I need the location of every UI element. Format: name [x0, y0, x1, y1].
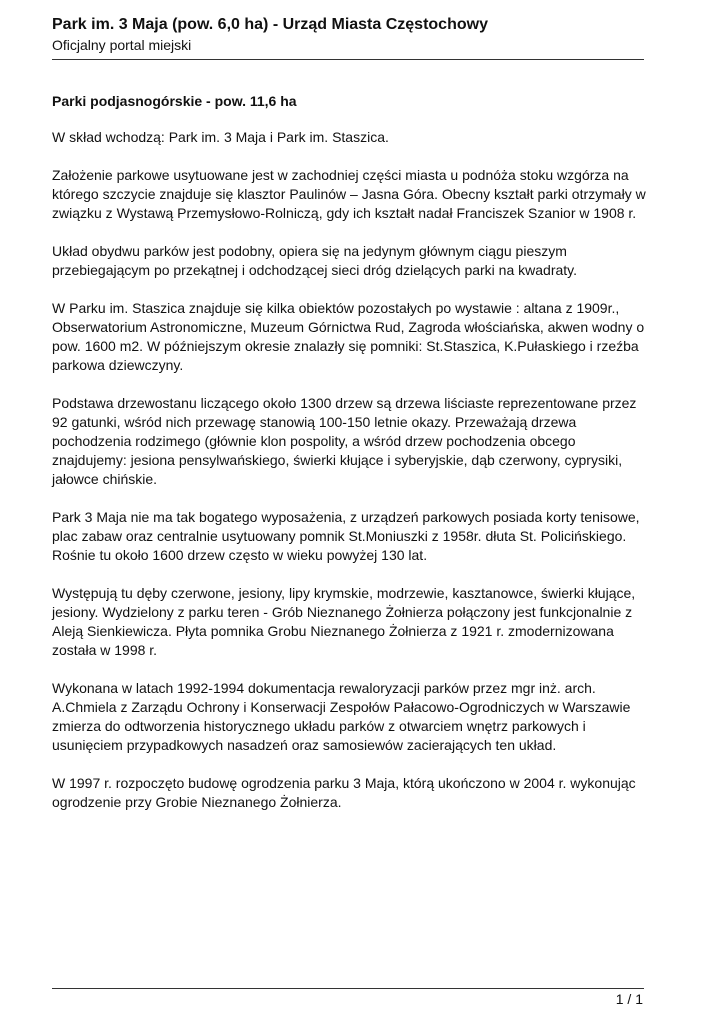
paragraph-line: zmierza do odtworzenia historycznego układu parków z otwarciem wnętrz parkowych i [52, 718, 586, 734]
paragraph [52, 242, 644, 280]
paragraph-line: znajdujemy: jesiona pensylwańskiego, świerki kłujące i syberyjskie, dąb czerwony, cyprysiki, [52, 452, 623, 468]
paragraph-line: Obserwatorium Astronomiczne, Muzeum Górnictwa Rud, Zagroda włościańska, akwen wodny o [52, 319, 645, 335]
paragraph-line: jałowce chińskie. [52, 471, 158, 487]
paragraph-line: pow. 1600 m2. W późniejszym okresie znalazły się pomniki: St.Staszica, K.Pułaskiego i rzeźba [52, 338, 639, 354]
paragraph-line: W Parku im. Staszica znajduje się kilka obiektów pozostałych po wystawie : altana z 1909r., [52, 300, 620, 316]
paragraph-line: plac zabaw oraz centralnie usytuowany pomnik St.Moniuszki z 1958r. dłuta St. Policińskiego. [52, 528, 627, 544]
paragraph [52, 128, 644, 147]
paragraph [52, 584, 644, 660]
paragraph-line: W 1997 r. rozpoczęto budowę ogrodzenia parku 3 Maja, którą ukończono w 2004 r. wykonując [52, 775, 636, 791]
paragraph-line: Założenie parkowe usytuowane jest w zachodniej części miasta u podnóża stoku wzgórza na [52, 167, 629, 183]
paragraph-line: Aleją Sienkiewicza. Płyta pomnika Grobu Nieznanego Żołnierza z 1921 r. zmodernizowana [52, 623, 614, 639]
paragraph-line: ogrodzenie przy Grobie Nieznanego Żołnierza. [52, 794, 342, 810]
paragraph-line: 92 gatunki, wśród nich przewagę stanowią 100-150 letnie okazy. Przeważają drzewa [52, 414, 577, 430]
paragraph-line: którego szczycie znajduje się klasztor Paulinów – Jasna Góra. Obecny kształt parki otrzymały w [52, 186, 646, 202]
header-divider [52, 59, 644, 60]
paragraph-line: parkowa dziewczyny. [52, 357, 184, 373]
paragraph-line: Wykonana w latach 1992-1994 dokumentacja rewaloryzacji parków przez mgr inż. arch. [52, 680, 596, 696]
paragraph [52, 508, 644, 565]
document-subtitle: Oficjalny portal miejski [52, 37, 192, 53]
paragraph-line: jesiony. Wydzielony z parku teren - Grób Nieznanego Żołnierza połączony jest funkcjonalnie z [52, 604, 633, 620]
paragraph [52, 394, 644, 489]
document-title: Park im. 3 Maja (pow. 6,0 ha) - Urząd Miasta Częstochowy [52, 16, 488, 33]
paragraph-line: Park 3 Maja nie ma tak bogatego wyposażenia, z urządzeń parkowych posiada korty tenisowe, [52, 509, 640, 525]
paragraph-line: Występują tu dęby czerwone, jesiony, lipy krymskie, modrzewie, kasztanowce, świerki kłujące, [52, 585, 636, 601]
paragraph-line: Rośnie tu około 1600 drzew często w wieku powyżej 130 lat. [52, 547, 428, 563]
section-heading: Parki podjasnogórskie - pow. 11,6 ha [52, 93, 297, 109]
paragraph-line: przebiegającym po przekątnej i odchodzącej sieci dróg dzielących parki na kwadraty. [52, 262, 578, 278]
paragraph-list [52, 128, 644, 812]
paragraph-line: została w 1998 r. [52, 642, 158, 658]
paragraph [52, 166, 644, 223]
paragraph [52, 774, 644, 812]
paragraph-line: A.Chmiela z Zarządu Ochrony i Konserwacji Zespołów Pałacowo-Ogrodniczych w Warszawie [52, 699, 631, 715]
page-number: 1 / 1 [615, 991, 643, 1007]
footer-divider [52, 988, 644, 989]
paragraph [52, 299, 644, 375]
paragraph-line: Podstawa drzewostanu liczącego około 1300 drzew są drzewa liściaste reprezentowane przez [52, 395, 637, 411]
paragraph-line: pochodzenia rodzimego (głównie klon pospolity, a wśród drzew pochodzenia obcego [52, 433, 576, 449]
paragraph-line: związku z Wystawą Przemysłowo-Rolniczą, gdy ich kształt nadał Franciszek Szanior w 1908 r. [52, 205, 637, 221]
page-header [52, 15, 644, 55]
paragraph-line: W skład wchodzą: Park im. 3 Maja i Park im. Staszica. [52, 129, 389, 145]
document-body [52, 92, 644, 831]
paragraph-line: Układ obydwu parków jest podobny, opiera się na jedynym głównym ciągu pieszym [52, 243, 567, 259]
paragraph [52, 679, 644, 755]
paragraph-line: usunięciem przypadkowych nasadzeń oraz samosiewów zacierających ten układ. [52, 737, 557, 753]
